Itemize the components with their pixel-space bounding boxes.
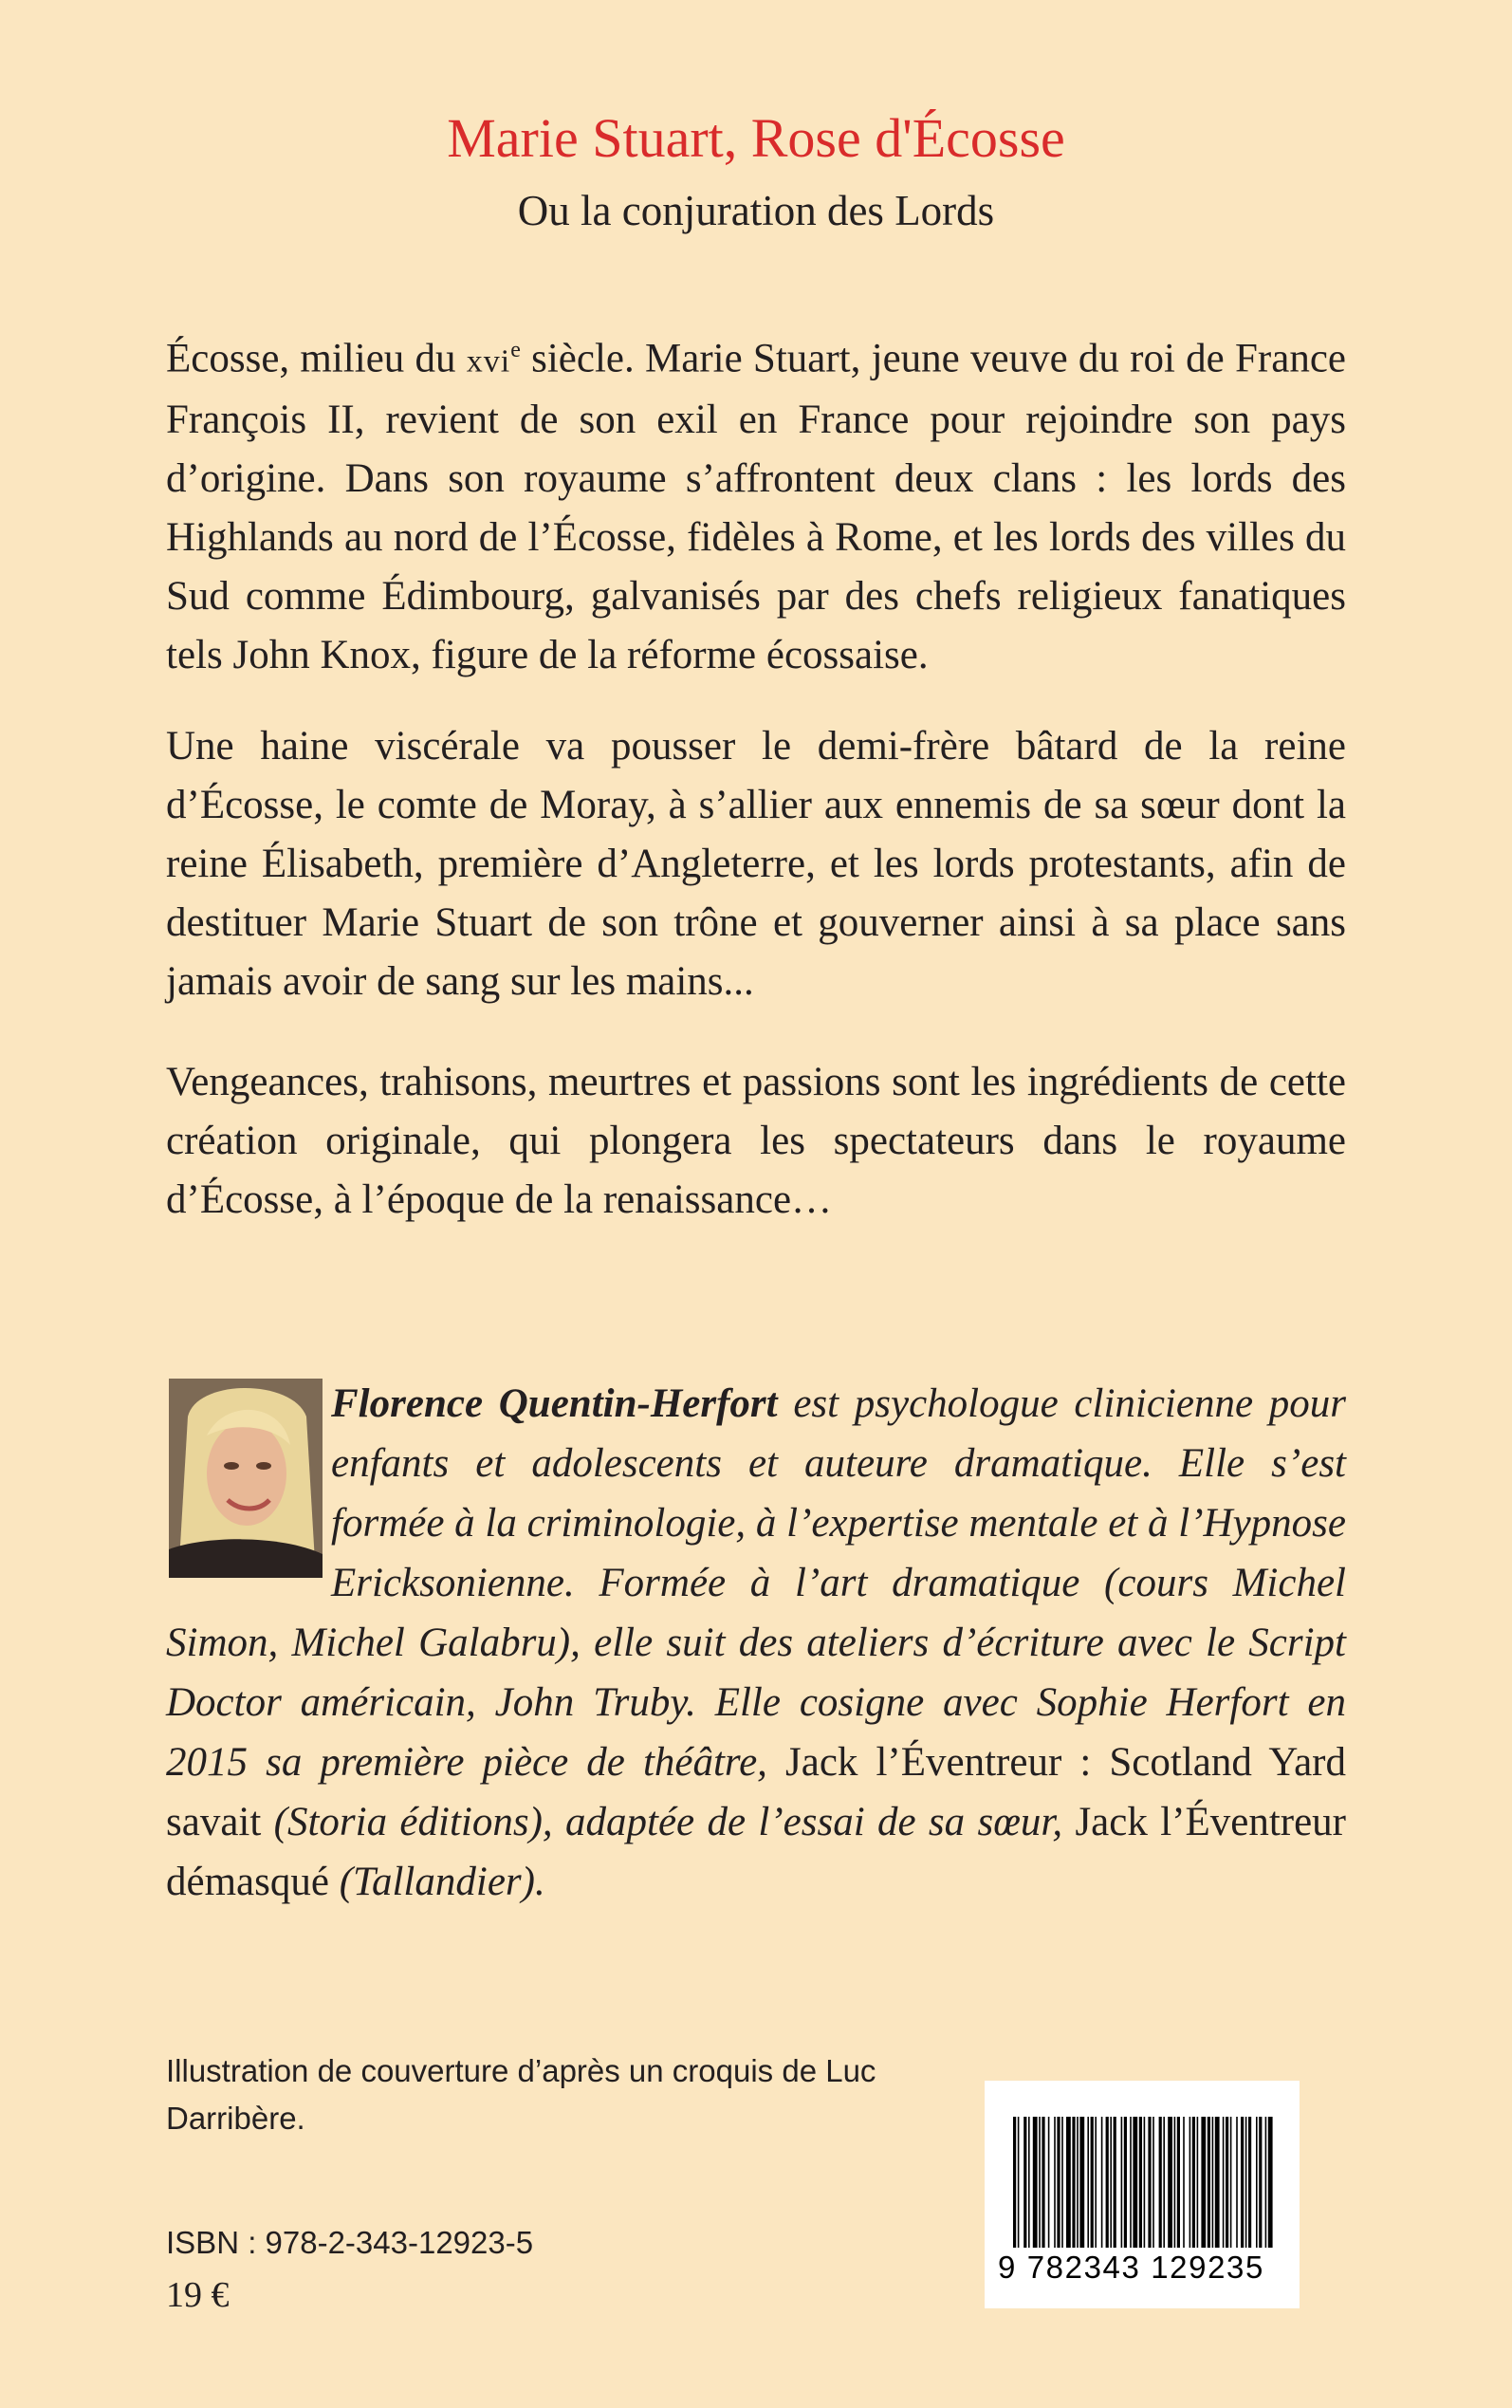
barcode-bar (1114, 2117, 1116, 2248)
work-title-1: Jack l’Éventreur : Scotland Yard savait (166, 1740, 1346, 1844)
barcode-bar (1268, 2117, 1273, 2248)
barcode-bar (1072, 2117, 1075, 2248)
barcode-bar (1130, 2117, 1132, 2248)
barcode-bar (1241, 2117, 1244, 2248)
barcode-bar (1183, 2117, 1185, 2248)
barcode-bar (1248, 2117, 1251, 2248)
barcode-bar (1223, 2117, 1225, 2248)
barcode-bar (1265, 2117, 1267, 2248)
author-bio-part-1: est psychologue clinicienne pour enfants et adolescents et auteure dramatique. Elle s’est formée à la criminologie, à l’expertise mentale et à l’Hypnose Ericksonienne. Formée à l’art dramatique (cours Michel Simon, Michel Galabru), elle suit des ateliers d’écriture avec le Script Doctor américain, John Truby. Elle cosigne avec Sophie Herfort en 2015 sa première pièce de théâtre, (166, 1381, 1346, 1785)
barcode-bar (1054, 2117, 1056, 2248)
century-superscript: e (510, 338, 521, 362)
barcode-bar (1189, 2117, 1191, 2248)
barcode-bar (1168, 2117, 1172, 2248)
synopsis-paragraph-3: Vengeances, trahisons, meurtres et passions sont les ingrédients de cette création originale, qui plongera les spectateurs dans le royaume d’Écosse, à l’époque de la renaissance… (166, 1060, 1346, 1222)
barcode-bar (1087, 2117, 1089, 2248)
barcode-bar (1144, 2117, 1146, 2248)
barcode-bar (1226, 2117, 1228, 2248)
isbn: ISBN : 978-2-343-12923-5 (166, 2225, 534, 2260)
illustration-credit: Illustration de couverture d’après un croquis de Luc Darribère. (166, 2053, 876, 2136)
author-bio-part-3: (Tallandier). (328, 1860, 545, 1904)
barcode-bar (1106, 2117, 1109, 2248)
barcode-bar (1208, 2117, 1210, 2248)
barcode-bar (1121, 2117, 1123, 2248)
barcode-bar (1163, 2117, 1165, 2248)
barcode-bar (1066, 2117, 1071, 2248)
barcode-bar (1133, 2117, 1137, 2248)
synopsis-paragraph-2: Une haine viscérale va pousser le demi-frère bâtard de la reine d’Écosse, le comte de Moray, à s’allier aux ennemis de sa sœur dont la reine Élisabeth, première d’Angleterre, et les lords protestants, afin de destituer Marie Stuart de son trône et gouverner ainsi à sa place sans jamais avoir de sang sur les mains... (166, 724, 1346, 1004)
barcode-bar (1152, 2117, 1154, 2248)
barcode-bar (1110, 2117, 1112, 2248)
barcode-bar (1159, 2117, 1162, 2248)
barcode-bar (1095, 2117, 1097, 2248)
barcode-bar (1256, 2117, 1258, 2248)
century-numeral: xvi (466, 343, 511, 380)
barcode-bar (1236, 2117, 1238, 2248)
work-title-2: Jack l’Éventreur démasqué (166, 1800, 1346, 1904)
barcode-bar (1192, 2117, 1195, 2248)
author-bio-part-2: (Storia éditions), adaptée de l’essai de sa sœur, (261, 1800, 1076, 1844)
barcode-bar (1033, 2117, 1038, 2248)
barcode-bar (1023, 2117, 1026, 2248)
barcode-bar (1079, 2117, 1084, 2248)
barcode-bar (1013, 2117, 1016, 2248)
barcode-bar (1139, 2117, 1142, 2248)
barcode-bar (1215, 2117, 1220, 2248)
synopsis-p1-start: Écosse, milieu du (166, 336, 467, 381)
barcode-bars (1009, 2117, 1277, 2250)
barcode-bar (1091, 2117, 1094, 2248)
barcode-bar (1230, 2117, 1232, 2248)
barcode-bar (1057, 2117, 1060, 2248)
author-bio (166, 1374, 1346, 1912)
synopsis-paragraph-1 (166, 321, 1346, 685)
barcode-bar (1018, 2117, 1020, 2248)
barcode-bar (1077, 2117, 1079, 2248)
price: 19 € (166, 2275, 230, 2315)
barcode-bar (1039, 2117, 1041, 2248)
barcode-bar (1201, 2117, 1206, 2248)
barcode-bar (1042, 2117, 1044, 2248)
barcode-bar (1028, 2117, 1030, 2248)
barcode-bar (1212, 2117, 1214, 2248)
barcode-bar (1101, 2117, 1103, 2248)
barcode (985, 2081, 1300, 2308)
barcode-bar (1048, 2117, 1050, 2248)
author-name: Florence Quentin-Herfort (331, 1381, 778, 1426)
barcode-bar (1197, 2117, 1199, 2248)
photo-spacer (166, 1374, 331, 1569)
barcode-digits: 9 782343 129235 (998, 2250, 1264, 2285)
barcode-bar (1177, 2117, 1180, 2248)
barcode-bar (1124, 2117, 1127, 2248)
barcode-bar (1148, 2117, 1151, 2248)
barcode-bar (1174, 2117, 1176, 2248)
synopsis-p1-rest: siècle. Marie Stuart, jeune veuve du roi de France François II, revient de son exil en France pour rejoindre son pays d’origine. Dans son royaume s’affrontent deux clans : les lords des Highlands au nord de l’Écosse, fidèles à Rome, et les lords des villes du Sud comme Édimbourg, galvanisés par des chefs religieux fanatiques tels John Knox, figure de la réforme écossaise. (166, 336, 1346, 678)
barcode-bar (1061, 2117, 1063, 2248)
barcode-bar (1259, 2117, 1262, 2248)
book-subtitle: Ou la conjuration des Lords (517, 187, 995, 234)
barcode-bar (1245, 2117, 1247, 2248)
book-title: Marie Stuart, Rose d'Écosse (447, 107, 1065, 169)
